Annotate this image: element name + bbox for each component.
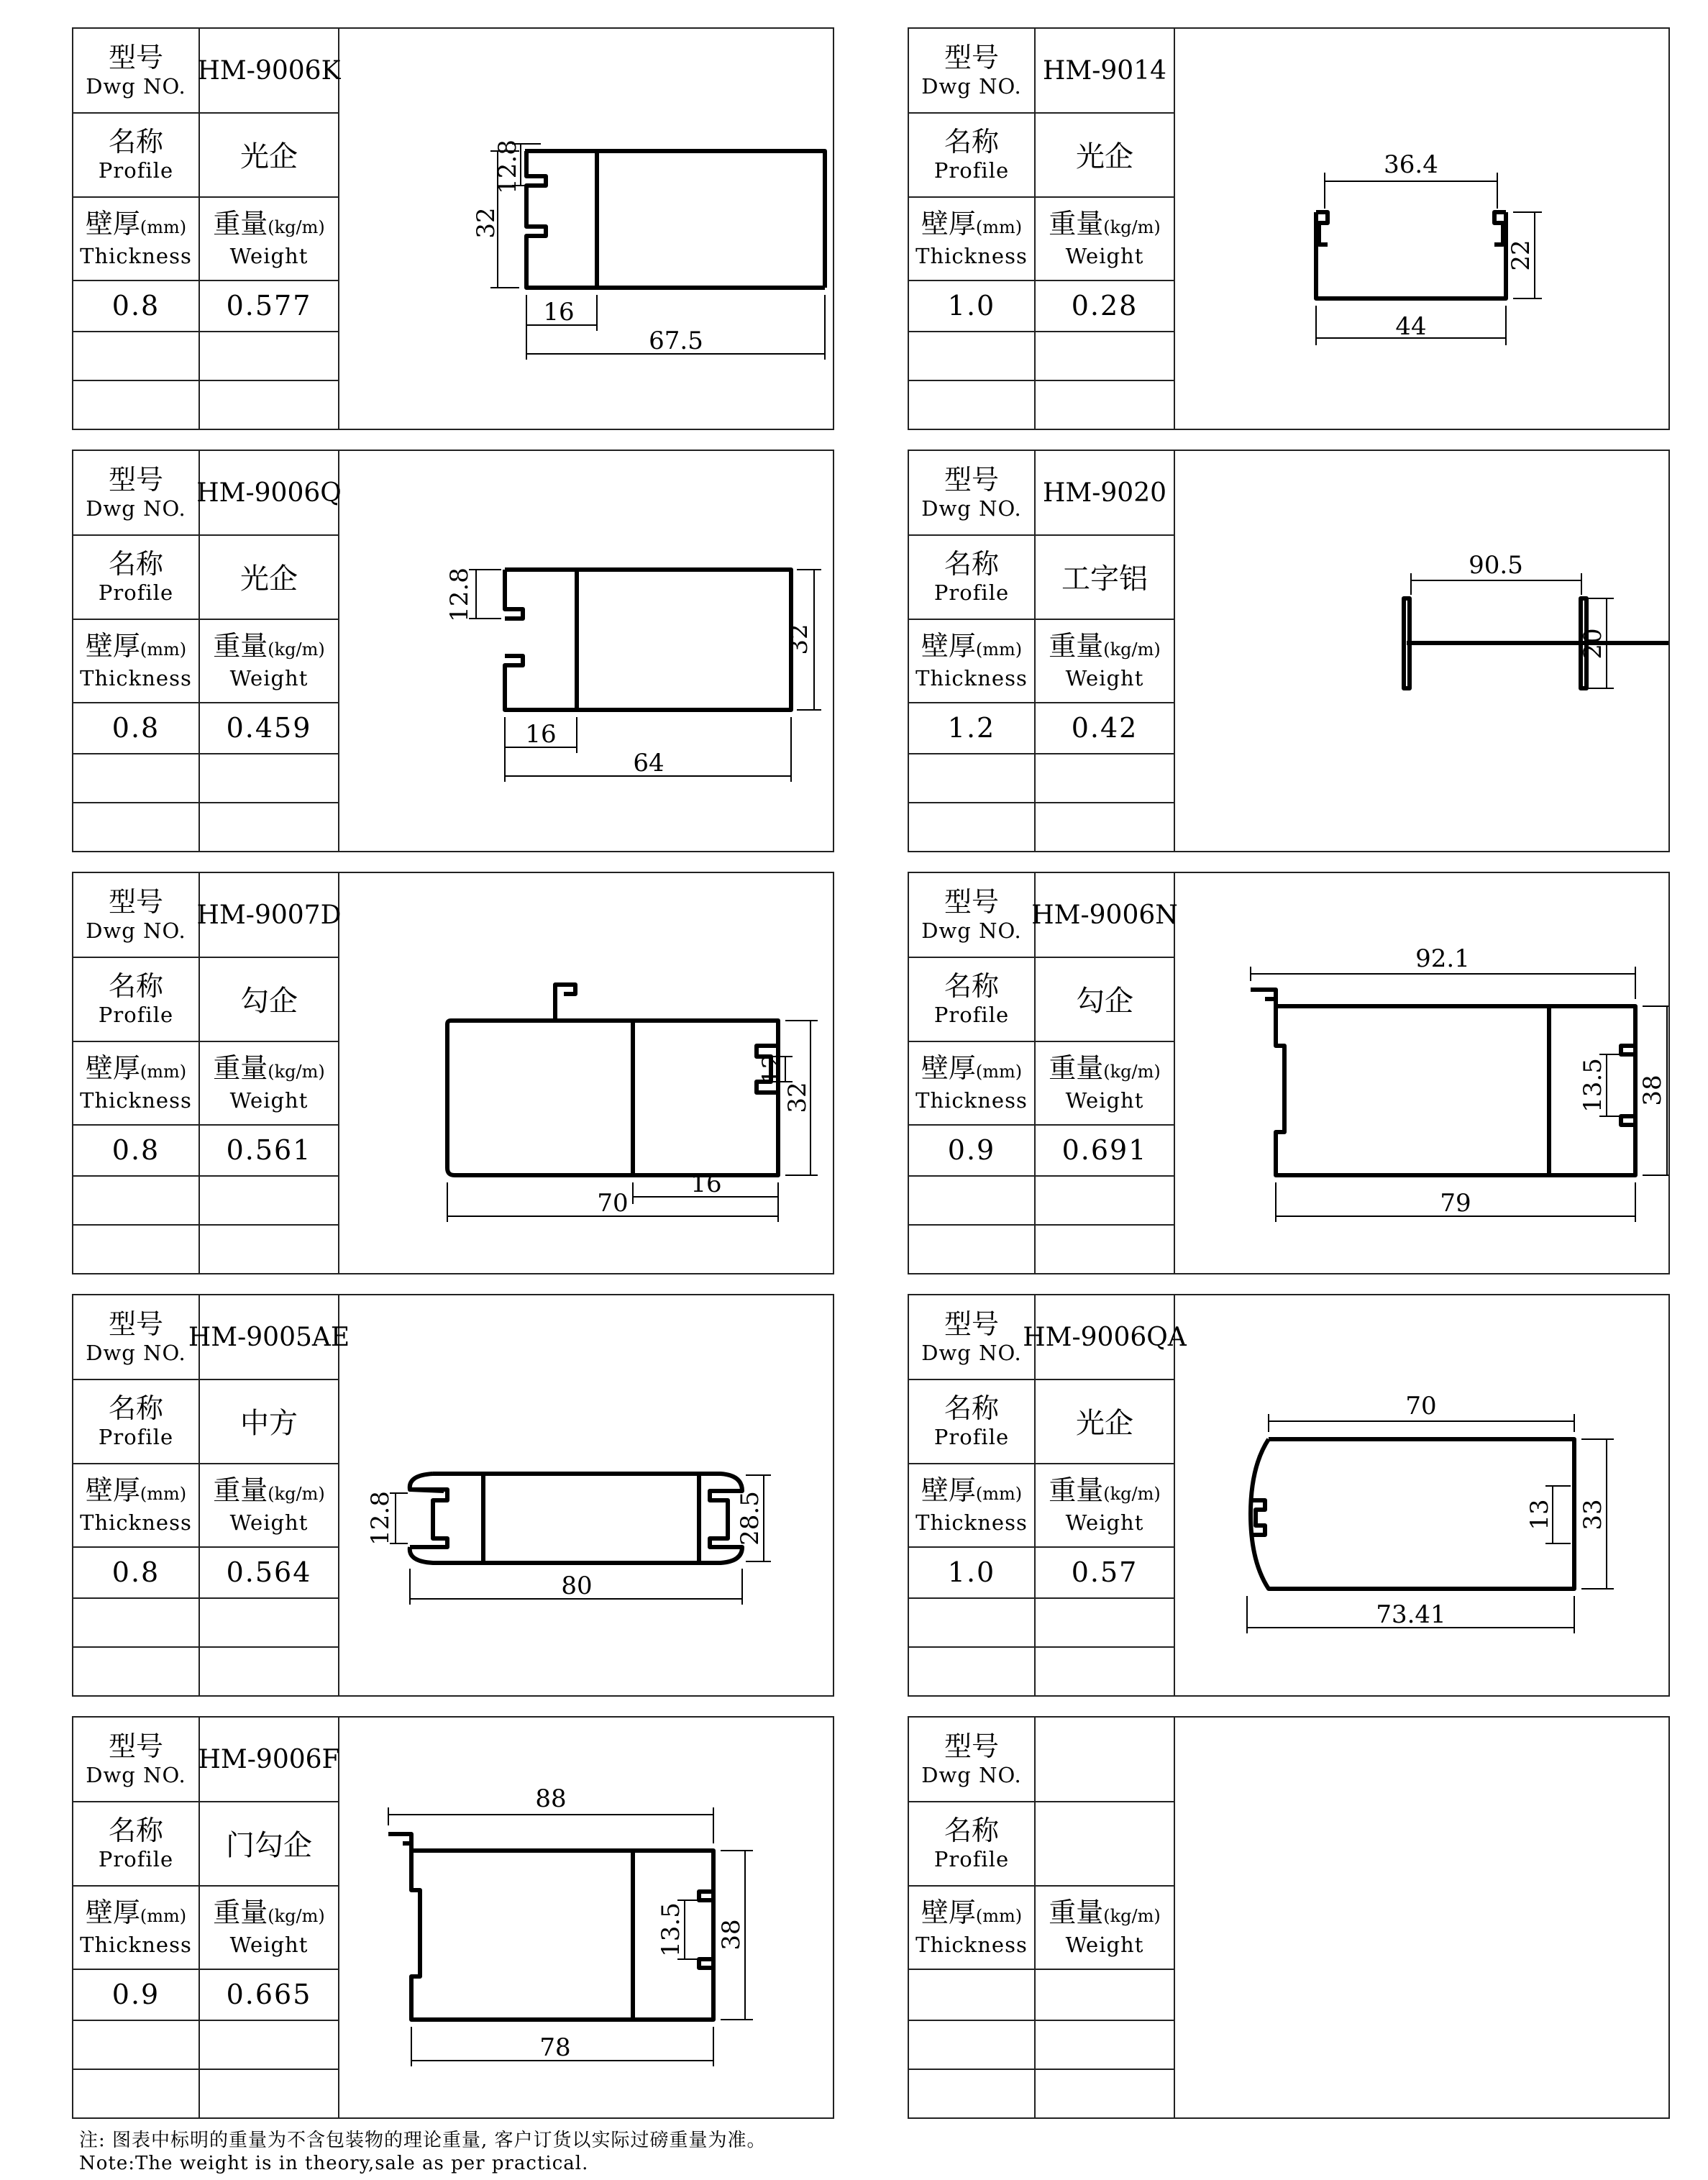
thickness-label-en: Thickness xyxy=(915,1510,1028,1535)
model-label-en: Dwg NO. xyxy=(921,1341,1022,1365)
weight-label xyxy=(200,1041,338,1124)
weight-label xyxy=(1036,619,1174,702)
table-rule xyxy=(909,753,1175,754)
weight-label-zh: 重量(kg/m) xyxy=(1049,1896,1161,1928)
profile-label-en: Profile xyxy=(933,1846,1010,1871)
thickness-label-en: Thickness xyxy=(80,1932,192,1957)
dim-slot: 13.5 xyxy=(1579,1058,1607,1113)
weight-label-en: Weight xyxy=(1065,1510,1144,1535)
model-value xyxy=(196,873,342,957)
profile-card xyxy=(908,1294,1670,1697)
profile-card xyxy=(72,872,834,1274)
profile-value xyxy=(200,957,338,1041)
profile-label-en: Profile xyxy=(933,1424,1010,1449)
weight-number: 0.691 xyxy=(1061,1134,1148,1166)
model-label xyxy=(73,29,198,112)
profile-value xyxy=(200,112,338,196)
table-rule xyxy=(73,380,339,381)
profile-drawing xyxy=(1175,1718,1668,2117)
profile-label-en: Profile xyxy=(933,580,1010,605)
weight-label xyxy=(1036,1041,1174,1124)
profile-name: 光企 xyxy=(240,562,298,596)
profile-label xyxy=(909,957,1034,1041)
thickness-value xyxy=(73,280,198,331)
model-label-zh: 型号 xyxy=(108,42,163,73)
profile-label-zh: 名称 xyxy=(944,970,999,1002)
dim-height: 20 xyxy=(1579,628,1607,660)
profile-label xyxy=(73,1379,198,1463)
profile-drawing xyxy=(339,29,833,429)
dim-slot: 12.8 xyxy=(366,1491,395,1546)
weight-label-en: Weight xyxy=(229,243,309,268)
thickness-label-en: Thickness xyxy=(80,243,192,268)
dim-slot: 12 xyxy=(757,1053,786,1085)
model-label-zh: 型号 xyxy=(108,886,163,918)
profile-label-zh: 名称 xyxy=(944,547,999,580)
thickness-label-en: Thickness xyxy=(80,665,192,690)
dim-inner-width: 70 xyxy=(1405,1392,1437,1420)
profile-label xyxy=(909,1801,1034,1885)
thickness-label-en: Thickness xyxy=(80,1510,192,1535)
weight-value xyxy=(200,1124,338,1175)
thickness-number: 0.8 xyxy=(111,1134,160,1166)
profile-label xyxy=(73,957,198,1041)
model-value xyxy=(1036,1718,1174,1801)
model-label-en: Dwg NO. xyxy=(86,1341,186,1365)
thickness-label-en: Thickness xyxy=(915,665,1028,690)
model-label-zh: 型号 xyxy=(944,42,999,73)
profile-label-zh: 名称 xyxy=(108,970,163,1002)
weight-label-zh: 重量(kg/m) xyxy=(213,1896,325,1928)
dim-height: 32 xyxy=(783,1082,812,1113)
weight-label-en: Weight xyxy=(1065,665,1144,690)
profile-drawing xyxy=(339,451,833,851)
profile-label-zh: 名称 xyxy=(944,125,999,158)
model-code: HM-9007D xyxy=(196,900,342,930)
model-label-en: Dwg NO. xyxy=(921,1763,1022,1787)
model-value xyxy=(200,1718,338,1801)
model-value xyxy=(1036,29,1174,112)
weight-label-en: Weight xyxy=(1065,1087,1144,1113)
weight-number: 0.577 xyxy=(226,289,312,321)
profile-card xyxy=(72,450,834,852)
model-value xyxy=(1031,873,1178,957)
dim-inner-width: 16 xyxy=(525,720,557,749)
dim-total-width: 73.41 xyxy=(1376,1600,1446,1629)
weight-label-en: Weight xyxy=(229,1932,309,1957)
profile-label-zh: 名称 xyxy=(108,1814,163,1846)
profile-card xyxy=(908,450,1670,852)
thickness-label xyxy=(73,1463,198,1546)
profile-name: 勾企 xyxy=(240,985,298,1018)
thickness-label xyxy=(909,196,1034,280)
profile-label-zh: 名称 xyxy=(108,1392,163,1424)
thickness-label xyxy=(909,1041,1034,1124)
profile-drawing xyxy=(1175,29,1668,429)
thickness-label xyxy=(909,619,1034,702)
profile-card xyxy=(72,1716,834,2119)
thickness-label-zh: 壁厚(mm) xyxy=(85,207,187,240)
weight-label xyxy=(200,1463,338,1546)
profile-drawing xyxy=(339,873,833,1273)
model-label xyxy=(73,1718,198,1801)
profile-info-table xyxy=(909,29,1175,429)
profile-name: 光企 xyxy=(240,140,298,173)
weight-value xyxy=(200,702,338,753)
weight-label-zh: 重量(kg/m) xyxy=(1049,207,1161,240)
profile-info-table xyxy=(73,29,339,429)
profile-label-en: Profile xyxy=(98,158,174,183)
profile-value xyxy=(200,1801,338,1885)
dim-slot: 12.8 xyxy=(445,567,474,622)
thickness-label-zh: 壁厚(mm) xyxy=(921,1474,1023,1506)
table-rule xyxy=(909,2020,1175,2021)
table-rule xyxy=(909,2069,1175,2070)
model-label xyxy=(909,1718,1034,1801)
model-label xyxy=(909,873,1034,957)
model-value xyxy=(1023,1295,1187,1379)
dim-inner-width: 78 xyxy=(539,2033,571,2062)
model-label xyxy=(909,1295,1034,1379)
table-rule xyxy=(73,1175,339,1177)
profile-card xyxy=(72,27,834,430)
profile-name: 光企 xyxy=(1076,140,1133,173)
profile-info-table xyxy=(909,1295,1187,1695)
thickness-label-zh: 壁厚(mm) xyxy=(921,207,1023,240)
thickness-label xyxy=(73,1885,198,1969)
profile-label xyxy=(909,534,1034,619)
thickness-number: 1.2 xyxy=(947,711,996,744)
model-code: HM-9014 xyxy=(1042,55,1167,86)
dim-slot: 13 xyxy=(1525,1499,1554,1531)
thickness-label xyxy=(73,196,198,280)
dim-total-width: 44 xyxy=(1395,312,1427,341)
table-rule xyxy=(73,2020,339,2021)
dim-slot: 13.5 xyxy=(657,1902,685,1957)
thickness-value xyxy=(909,702,1034,753)
model-label-zh: 型号 xyxy=(108,464,163,496)
thickness-label-zh: 壁厚(mm) xyxy=(85,1474,187,1506)
profile-label xyxy=(909,1379,1034,1463)
dim-total-width: 70 xyxy=(597,1189,629,1218)
profile-info-table xyxy=(909,873,1178,1273)
model-label-en: Dwg NO. xyxy=(86,74,186,99)
weight-label-en: Weight xyxy=(1065,1932,1144,1957)
table-rule xyxy=(73,753,339,754)
weight-label xyxy=(200,1885,338,1969)
dim-slot: 12.8 xyxy=(493,140,522,194)
footer-note-en: Note:The weight is in theory,sale as per practical. xyxy=(79,2153,589,2174)
weight-label-zh: 重量(kg/m) xyxy=(1049,629,1161,662)
weight-number: 0.42 xyxy=(1071,711,1138,744)
weight-label xyxy=(200,196,338,280)
profile-name: 勾企 xyxy=(1076,985,1133,1018)
weight-label-zh: 重量(kg/m) xyxy=(213,1052,325,1084)
thickness-label xyxy=(73,619,198,702)
profile-label-en: Profile xyxy=(98,580,174,605)
model-code: HM-9006QA xyxy=(1023,1322,1187,1352)
weight-number: 0.665 xyxy=(226,1978,312,2010)
dim-inner-width: 16 xyxy=(690,1169,722,1198)
profile-label-en: Profile xyxy=(98,1002,174,1027)
weight-value xyxy=(1036,1546,1174,1597)
thickness-label-en: Thickness xyxy=(915,1932,1028,1957)
dim-height: 22 xyxy=(1507,240,1535,271)
model-label-en: Dwg NO. xyxy=(86,918,186,943)
model-label-en: Dwg NO. xyxy=(86,496,186,521)
weight-value xyxy=(1036,702,1174,753)
profile-info-table xyxy=(909,451,1175,851)
profile-value xyxy=(200,534,338,619)
profile-name: 工字铝 xyxy=(1061,562,1148,596)
model-label-zh: 型号 xyxy=(944,1730,999,1762)
profile-drawing xyxy=(1175,451,1668,851)
weight-label xyxy=(1036,196,1174,280)
dim-inner-width: 79 xyxy=(1440,1189,1471,1218)
thickness-value xyxy=(909,1969,1034,2020)
profile-label xyxy=(73,534,198,619)
profile-card xyxy=(908,27,1670,430)
weight-value xyxy=(1036,1124,1174,1175)
profile-value xyxy=(1036,1379,1174,1463)
weight-value xyxy=(1036,1969,1174,2020)
thickness-number: 0.9 xyxy=(111,1978,160,2010)
table-rule xyxy=(909,1597,1175,1599)
weight-number: 0.561 xyxy=(226,1134,312,1166)
thickness-number: 0.9 xyxy=(947,1134,996,1166)
weight-label-en: Weight xyxy=(1065,243,1144,268)
dim-total-width: 88 xyxy=(535,1784,567,1813)
model-label-en: Dwg NO. xyxy=(86,1763,186,1787)
weight-label-zh: 重量(kg/m) xyxy=(213,207,325,240)
weight-number: 0.57 xyxy=(1071,1556,1138,1588)
table-rule xyxy=(73,331,339,332)
weight-label-en: Weight xyxy=(229,1087,309,1113)
profile-drawing xyxy=(339,1295,833,1695)
model-code: HM-9006F xyxy=(198,1744,340,1774)
weight-value xyxy=(200,280,338,331)
table-rule xyxy=(73,1646,339,1648)
table-rule xyxy=(909,1224,1175,1226)
table-rule xyxy=(909,1646,1175,1648)
thickness-label-en: Thickness xyxy=(915,1087,1028,1113)
thickness-label-zh: 壁厚(mm) xyxy=(85,1052,187,1084)
dim-height: 32 xyxy=(472,207,501,239)
weight-value xyxy=(200,1546,338,1597)
weight-number: 0.564 xyxy=(226,1556,312,1588)
thickness-number: 0.8 xyxy=(111,711,160,744)
thickness-number: 0.8 xyxy=(111,289,160,321)
table-rule xyxy=(909,802,1175,803)
weight-number: 0.28 xyxy=(1071,289,1138,321)
profile-label xyxy=(73,112,198,196)
model-label xyxy=(909,29,1034,112)
dim-total-width: 67.5 xyxy=(649,327,703,355)
model-value xyxy=(188,1295,350,1379)
weight-value xyxy=(200,1969,338,2020)
model-code: HM-9006Q xyxy=(196,478,342,508)
model-value xyxy=(196,451,342,534)
table-rule xyxy=(909,380,1175,381)
thickness-value xyxy=(73,1969,198,2020)
profile-label-en: Profile xyxy=(933,158,1010,183)
model-code: HM-9006K xyxy=(197,55,341,86)
model-label-zh: 型号 xyxy=(944,1308,999,1340)
profile-name: 光企 xyxy=(1076,1407,1133,1440)
model-label-en: Dwg NO. xyxy=(921,496,1022,521)
weight-label xyxy=(1036,1885,1174,1969)
profile-label-en: Profile xyxy=(98,1846,174,1871)
profile-info-table xyxy=(73,873,342,1273)
thickness-value xyxy=(73,1124,198,1175)
table-rule xyxy=(73,1597,339,1599)
model-value xyxy=(197,29,341,112)
dim-total-width: 64 xyxy=(633,749,665,777)
thickness-label xyxy=(73,1041,198,1124)
dim-height: 28.5 xyxy=(736,1491,764,1546)
dim-inner-width: 36.4 xyxy=(1384,150,1438,179)
thickness-number: 0.8 xyxy=(111,1556,160,1588)
dim-height: 32 xyxy=(785,624,813,655)
table-rule xyxy=(73,802,339,803)
dim-height: 38 xyxy=(1638,1075,1667,1106)
footer-note-zh: 注: 图表中标明的重量为不含包装物的理论重量, 客户订货以实际过磅重量为准。 xyxy=(79,2130,767,2151)
weight-label-zh: 重量(kg/m) xyxy=(213,1474,325,1506)
profile-card xyxy=(908,1716,1670,2119)
profile-name: 中方 xyxy=(240,1407,298,1440)
weight-label-zh: 重量(kg/m) xyxy=(1049,1052,1161,1084)
thickness-value xyxy=(909,1546,1034,1597)
thickness-value xyxy=(909,1124,1034,1175)
dim-total-width: 92.1 xyxy=(1415,944,1470,973)
dim-total-width: 90.5 xyxy=(1469,551,1523,580)
profile-label-en: Profile xyxy=(933,1002,1010,1027)
model-label xyxy=(73,1295,198,1379)
thickness-label-zh: 壁厚(mm) xyxy=(921,629,1023,662)
thickness-number: 1.0 xyxy=(947,1556,996,1588)
thickness-number: 1.0 xyxy=(947,289,996,321)
profile-value xyxy=(1036,112,1174,196)
model-label xyxy=(73,873,198,957)
model-code: HM-9020 xyxy=(1042,478,1167,508)
model-label-zh: 型号 xyxy=(944,464,999,496)
table-rule xyxy=(909,1175,1175,1177)
profile-drawing xyxy=(339,1718,833,2117)
profile-label xyxy=(909,112,1034,196)
model-label-zh: 型号 xyxy=(108,1308,163,1340)
thickness-label-en: Thickness xyxy=(80,1087,192,1113)
thickness-label-zh: 壁厚(mm) xyxy=(921,1896,1023,1928)
thickness-label-en: Thickness xyxy=(915,243,1028,268)
profile-label-en: Profile xyxy=(98,1424,174,1449)
profile-card xyxy=(908,872,1670,1274)
profile-drawing xyxy=(1175,1295,1668,1695)
profile-value xyxy=(200,1379,338,1463)
table-rule xyxy=(73,2069,339,2070)
profile-name: 门勾企 xyxy=(226,1829,312,1862)
thickness-label-zh: 壁厚(mm) xyxy=(921,1052,1023,1084)
thickness-label xyxy=(909,1885,1034,1969)
weight-label-en: Weight xyxy=(229,665,309,690)
model-label-zh: 型号 xyxy=(108,1730,163,1762)
thickness-label-zh: 壁厚(mm) xyxy=(85,629,187,662)
model-value xyxy=(1036,451,1174,534)
thickness-value xyxy=(73,702,198,753)
table-rule xyxy=(73,1224,339,1226)
model-code: HM-9006N xyxy=(1031,900,1178,930)
dim-total-width: 80 xyxy=(561,1572,593,1600)
model-label-en: Dwg NO. xyxy=(921,74,1022,99)
model-label-zh: 型号 xyxy=(944,886,999,918)
profile-label-zh: 名称 xyxy=(944,1814,999,1846)
profile-info-table xyxy=(73,1718,339,2117)
thickness-label xyxy=(909,1463,1034,1546)
model-label-en: Dwg NO. xyxy=(921,918,1022,943)
dim-height: 38 xyxy=(717,1919,746,1951)
profile-card xyxy=(72,1294,834,1697)
profile-drawing xyxy=(1175,873,1668,1273)
weight-value xyxy=(1036,280,1174,331)
model-label xyxy=(73,451,198,534)
profile-label-zh: 名称 xyxy=(944,1392,999,1424)
thickness-value xyxy=(73,1546,198,1597)
weight-label xyxy=(1036,1463,1174,1546)
profile-value xyxy=(1036,1801,1174,1885)
model-label xyxy=(909,451,1034,534)
weight-label-zh: 重量(kg/m) xyxy=(213,629,325,662)
profile-label-zh: 名称 xyxy=(108,547,163,580)
profile-value xyxy=(1036,957,1174,1041)
profile-info-table xyxy=(909,1718,1175,2117)
profile-label-zh: 名称 xyxy=(108,125,163,158)
profile-value xyxy=(1036,534,1174,619)
weight-number: 0.459 xyxy=(226,711,312,744)
weight-label xyxy=(200,619,338,702)
weight-label-zh: 重量(kg/m) xyxy=(1049,1474,1161,1506)
dim-height: 33 xyxy=(1579,1499,1607,1531)
profile-info-table xyxy=(73,1295,350,1695)
thickness-value xyxy=(909,280,1034,331)
dim-inner-width: 16 xyxy=(543,298,575,327)
thickness-label-zh: 壁厚(mm) xyxy=(85,1896,187,1928)
profile-label xyxy=(73,1801,198,1885)
model-code: HM-9005AE xyxy=(188,1322,350,1352)
table-rule xyxy=(909,331,1175,332)
weight-label-en: Weight xyxy=(229,1510,309,1535)
profile-info-table xyxy=(73,451,342,851)
